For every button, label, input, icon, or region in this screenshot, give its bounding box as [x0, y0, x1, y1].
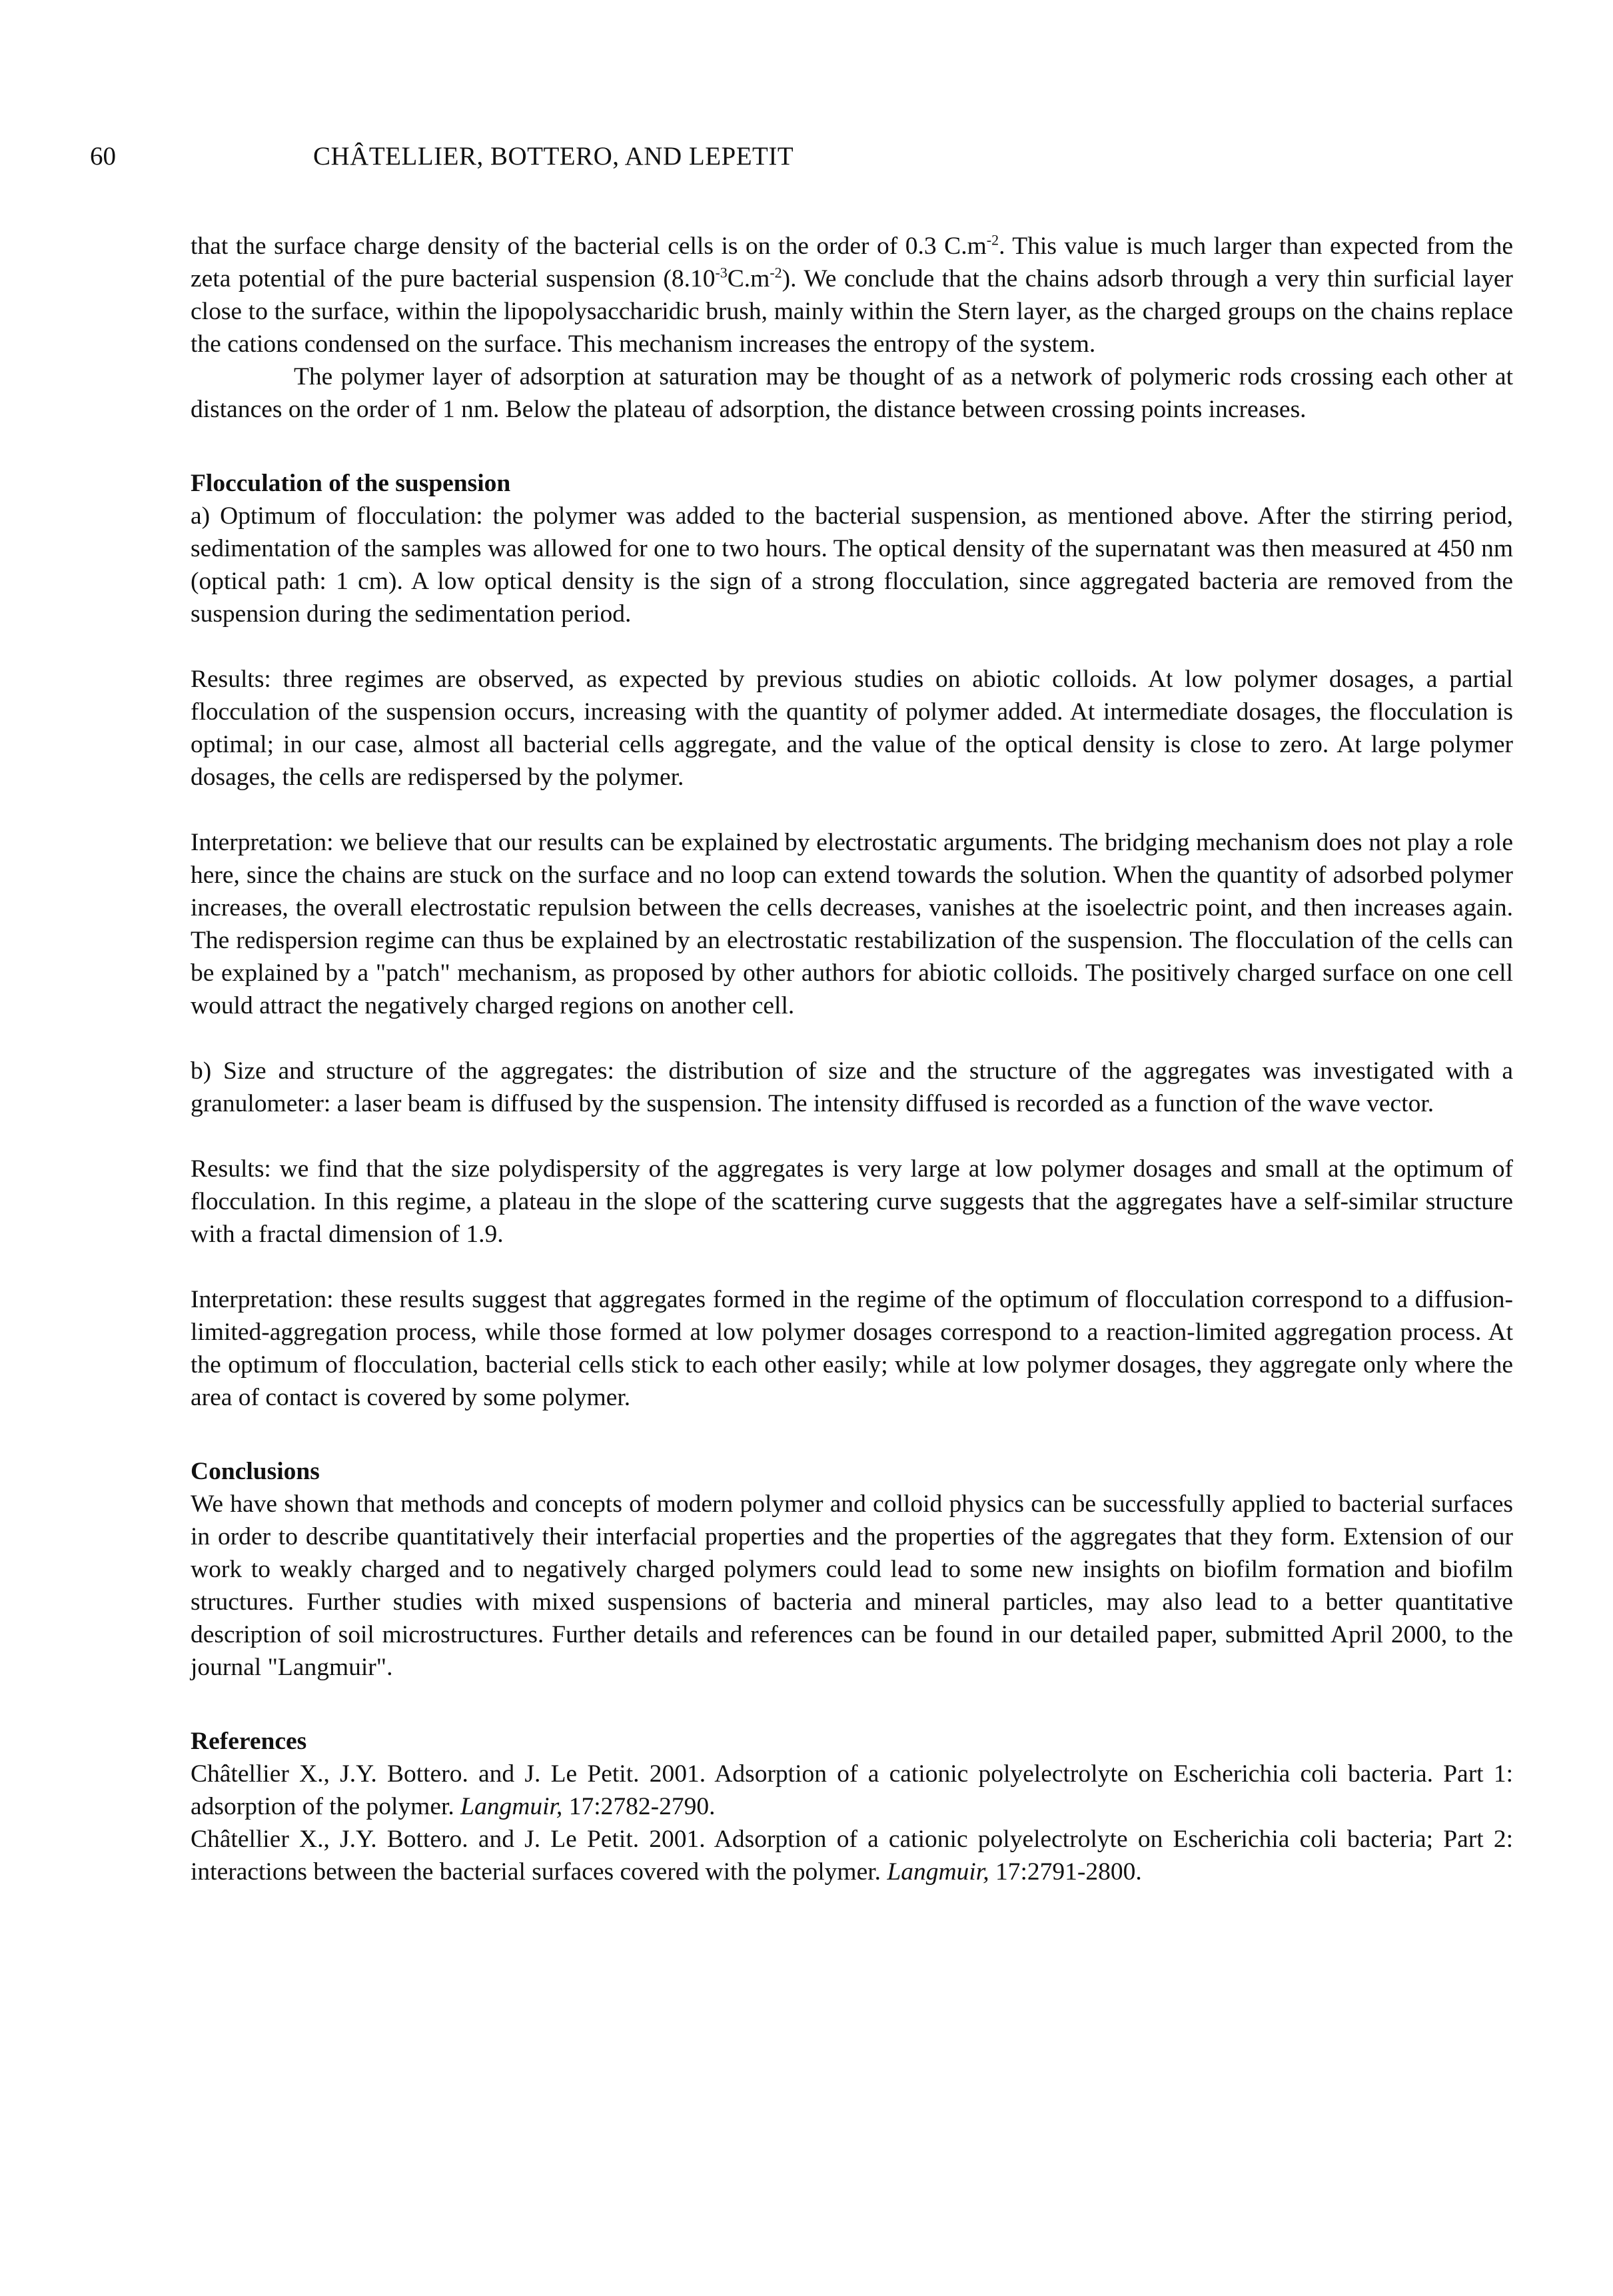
- section-heading-conclusions: Conclusions: [191, 1458, 320, 1485]
- reference-journal: Langmuir,: [887, 1858, 989, 1886]
- reference-pages: 17:2782-2790.: [562, 1793, 716, 1820]
- spacer: [191, 1684, 1513, 1725]
- reference-journal: Langmuir,: [460, 1793, 563, 1820]
- aggregate-size-paragraph: b) Size and structure of the aggregates: the distribution of size and the structure of the aggregates was investigated with a granulometer: a laser beam is diffused by the suspension. The intensity diffused is recorded as a function of the wave vector.: [191, 1057, 1513, 1117]
- section-heading-flocculation: Flocculation of the suspension: [191, 470, 511, 497]
- intro-paragraph-1: [191, 230, 1513, 360]
- superscript: -3: [715, 264, 728, 281]
- superscript: -2: [986, 231, 999, 249]
- superscript: -2: [770, 264, 782, 281]
- reference-text: Châtellier X., J.Y. Bottero. and J. Le Petit. 2001. Adsorption of a cationic polyelectrolyte on Escherichia coli bacteria; Part 2: interactions between the bacterial surfaces covered with the polymer.: [191, 1826, 1513, 1886]
- reference-entry: [191, 1758, 1513, 1823]
- reference-text: Châtellier X., J.Y. Bottero. and J. Le Petit. 2001. Adsorption of a cationic polyelectrolyte on Escherichia coli bacteria. Part 1: adsorption of the polymer.: [191, 1760, 1513, 1820]
- article-body: [191, 230, 1513, 1888]
- flocculation-results-paragraph: Results: three regimes are observed, as expected by previous studies on abiotic colloids. At low polymer dosages, a partial flocculation of the suspension occurs, increasing with the quantity of polymer added. At intermediate dosages, the flocculation is optimal; in our case, almost all bacterial cells aggregate, and the value of the optical density is close to zero. At large polymer dosages, the cells are redispersed by the polymer.: [191, 666, 1513, 791]
- intro-paragraph-2: The polymer layer of adsorption at saturation may be thought of as a network of polymeric rods crossing each other at distances on the order of 1 nm. Below the plateau of adsorption, the distance between crossing points increases.: [191, 363, 1513, 423]
- spacer: [191, 1022, 1513, 1055]
- spacer: [191, 426, 1513, 467]
- intro-text-d: ). We conclude that the chains adsorb through a very thin surficial layer close to the surface, within the lipopolysaccharidic brush, mainly within the Stern layer, as the charged groups on the chains replace the cations condensed on the surface. This mechanism increases the entropy of the system.: [191, 265, 1513, 358]
- spacer: [191, 1414, 1513, 1455]
- intro-text-a: that the surface charge density of the bacterial cells is on the order of 0.3 C.m: [191, 233, 987, 260]
- page-header: [0, 137, 1613, 177]
- aggregate-results-paragraph: Results: we find that the size polydispersity of the aggregates is very large at low polymer dosages and small at the optimum of flocculation. In this regime, a plateau in the slope of the scattering curve suggests that the aggregates have a self-similar structure with a fractal dimension of 1.9.: [191, 1155, 1513, 1248]
- reference-entry: [191, 1823, 1513, 1888]
- flocculation-optimum-paragraph: a) Optimum of flocculation: the polymer was added to the bacterial suspension, as mentioned above. After the stirring period, sedimentation of the samples was allowed for one to two hours. The optical density of the supernatant was then measured at 450 nm (optical path: 1 cm). A low optical density is the sign of a strong flocculation, since aggregated bacteria are removed from the suspension during the sedimentation period.: [191, 502, 1513, 628]
- spacer: [191, 794, 1513, 826]
- spacer: [191, 1120, 1513, 1153]
- page-number: 60: [90, 142, 116, 171]
- spacer: [191, 1251, 1513, 1283]
- reference-pages: 17:2791-2800.: [989, 1858, 1142, 1886]
- intro-text-b: . This value is much larger than expected from the zeta potential of the pure bacterial suspension (8.10: [191, 233, 1514, 292]
- intro-text-c: C.m: [727, 265, 770, 292]
- running-head: CHÂTELLIER, BOTTERO, AND LEPETIT: [313, 142, 794, 171]
- conclusions-paragraph: We have shown that methods and concepts of modern polymer and colloid physics can be successfully applied to bacterial surfaces in order to describe quantitatively their interfacial properties and the properties of the aggregates that they form. Extension of our work to weakly charged and to negatively charged polymers could lead to some new insights on biofilm formation and biofilm structures. Further studies with mixed suspensions of bacteria and mineral particles, may also lead to a better quantitative description of soil microstructures. Further details and references can be found in our detailed paper, submitted April 2000, to the journal "Langmuir".: [191, 1490, 1513, 1681]
- spacer: [191, 630, 1513, 663]
- section-heading-references: References: [191, 1728, 307, 1755]
- flocculation-interpretation-paragraph: Interpretation: we believe that our results can be explained by electrostatic arguments. The bridging mechanism does not play a role here, since the chains are stuck on the surface and no loop can extend towards the solution. When the quantity of adsorbed polymer increases, the overall electrostatic repulsion between the cells decreases, vanishes at the isoelectric point, and then increases again. The redispersion regime can thus be explained by an electrostatic restabilization of the suspension. The flocculation of the cells can be explained by a "patch" mechanism, as proposed by other authors for abiotic colloids. The positively charged surface on one cell would attract the negatively charged regions on another cell.: [191, 829, 1513, 1019]
- aggregate-interpretation-paragraph: Interpretation: these results suggest that aggregates formed in the regime of the optimum of flocculation correspond to a diffusion-limited-aggregation process, while those formed at low polymer dosages correspond to a reaction-limited aggregation process. At the optimum of flocculation, bacterial cells stick to each other easily; while at low polymer dosages, they aggregate only where the area of contact is covered by some polymer.: [191, 1286, 1513, 1411]
